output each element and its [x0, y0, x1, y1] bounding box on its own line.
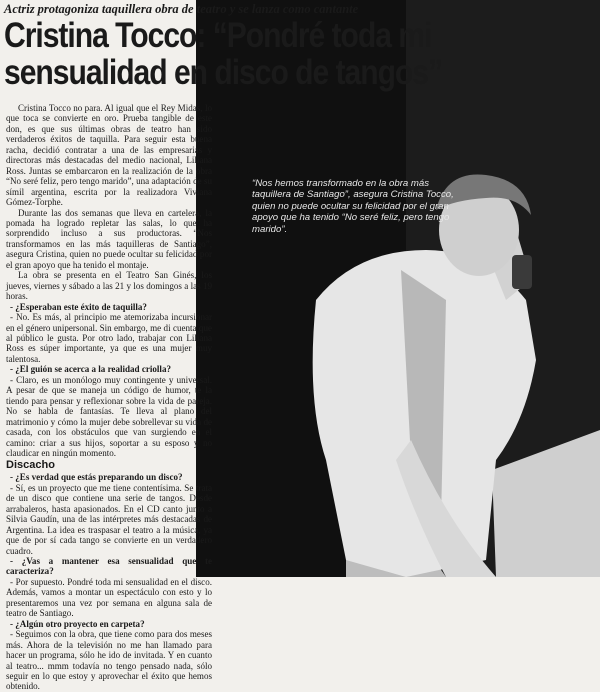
- interview-answer: - Sí, es un proyecto que me tiene contentísima. Se trata de un disco que contiene una serie de tangos. Desde arrabaleros, hasta apasionados. En el CD canto junto a Silvia Gaudín, una de las intérpretes más destacadas de Argentina. La idea es traspasar el teatro a la música, ya que de por sí cada tango se convierte en un verdadero cuadro.: [6, 482, 212, 556]
- headline-line-2: sensualidad en disco de tangos”: [4, 53, 443, 92]
- interview-answer: - No. Es más, al principio me atemorizaba incursionar en el género unipersonal. Sin embargo, me di cuenta que al público le gusta. Por otro lado, trabajar con Liliana Ross es súper importante, ya que es una mujer muy talentosa.: [6, 312, 212, 364]
- body-paragraph: Cristina Tocco no para. Al igual que el Rey Midas, lo que toca se convierte en oro. Prueba tangible de este don, es que sus últimas obras de teatro han sido verdaderos éxitos de taquilla. Para seguir esta buena racha, decidió contratar a una de las empresarias y directoras más destacadas del medio nacional, Liliana Ross. Juntas se embarcaron en la realización de la obra “No seré feliz, pero tengo marido”, una adaptación de su símil argentina, escrita por la realizadora Viviana Gómez-Torphe.: [6, 103, 212, 208]
- interview-question: - ¿Vas a mantener esa sensualidad que te caracteriza?: [6, 556, 212, 577]
- interview-question: - ¿Esperaban este éxito de taquilla?: [10, 301, 147, 312]
- photo-caption: “Nos hemos transformado en la obra más taquillera de Santiago”, asegura Cristina Tocco, quien no puede ocultar su felicidad por el gran apoyo que ha tenido “No seré feliz, pero tengo marido”.: [252, 178, 454, 235]
- article-body: [6, 103, 212, 692]
- body-paragraph: La obra se presenta en el Teatro San Ginés, los jueves, viernes y sábado a las 21 y los domingos a las 19 horas.: [6, 270, 212, 302]
- interview-answer: - Seguimos con la obra, que tiene como para dos meses más. Ahora de la televisión no me han llamado para hacer un programa, sólo he ido de invitada. Y en cuanto al teatro... mmm todavía no tengo pensado nada, sólo seguir en lo que estoy y aprovechar el éxito que hemos obtenido.: [6, 629, 212, 692]
- interview-answer: - Claro, es un monólogo muy contingente y universal. A pesar de que se maneja un código de humor, te la tiendo para pensar y reflexionar sobre la vida de pareja. No se habla de fantasías. Te lleva al plano del matrimonio y cómo la mujer debe sobrellevar su vida de casada, con los obstáculos que van surgiendo en el camino: criar a sus hijos, soportar a su esposo y no claudicar en ningún momento.: [6, 374, 212, 458]
- interview-question: - ¿Algún otro proyecto en carpeta?: [10, 618, 145, 629]
- interview-answer: - Por supuesto. Pondré toda mi sensualidad en el disco. Además, vamos a montar un espectáculo con esto y lo presentaremos una vez por semana en alguna sala de teatro de Santiago.: [6, 576, 212, 619]
- interview-question: - ¿El guión se acerca a la realidad criolla?: [10, 364, 171, 375]
- article-headline: [4, 17, 517, 91]
- headline-line-1: Cristina Tocco: “Pondré toda mi: [4, 16, 432, 55]
- interview-question: - ¿Es verdad que estás preparando un disco?: [10, 472, 183, 483]
- body-paragraph: Durante las dos semanas que lleva en cartelera, la pomada ha logrado repletar las salas, lo que ha sorprendido incluso a sus productoras. “Nos transformamos en las más taquilleras de Santiago”, asegura Cristina, quien no puede ocultar su felicidad por el gran apoyo que ha tenido el montaje.: [6, 207, 212, 270]
- article-kicker: Actriz protagoniza taquillera obra de teatro y se lanza como cantante: [4, 2, 359, 16]
- section-subhead: Discacho: [6, 459, 55, 472]
